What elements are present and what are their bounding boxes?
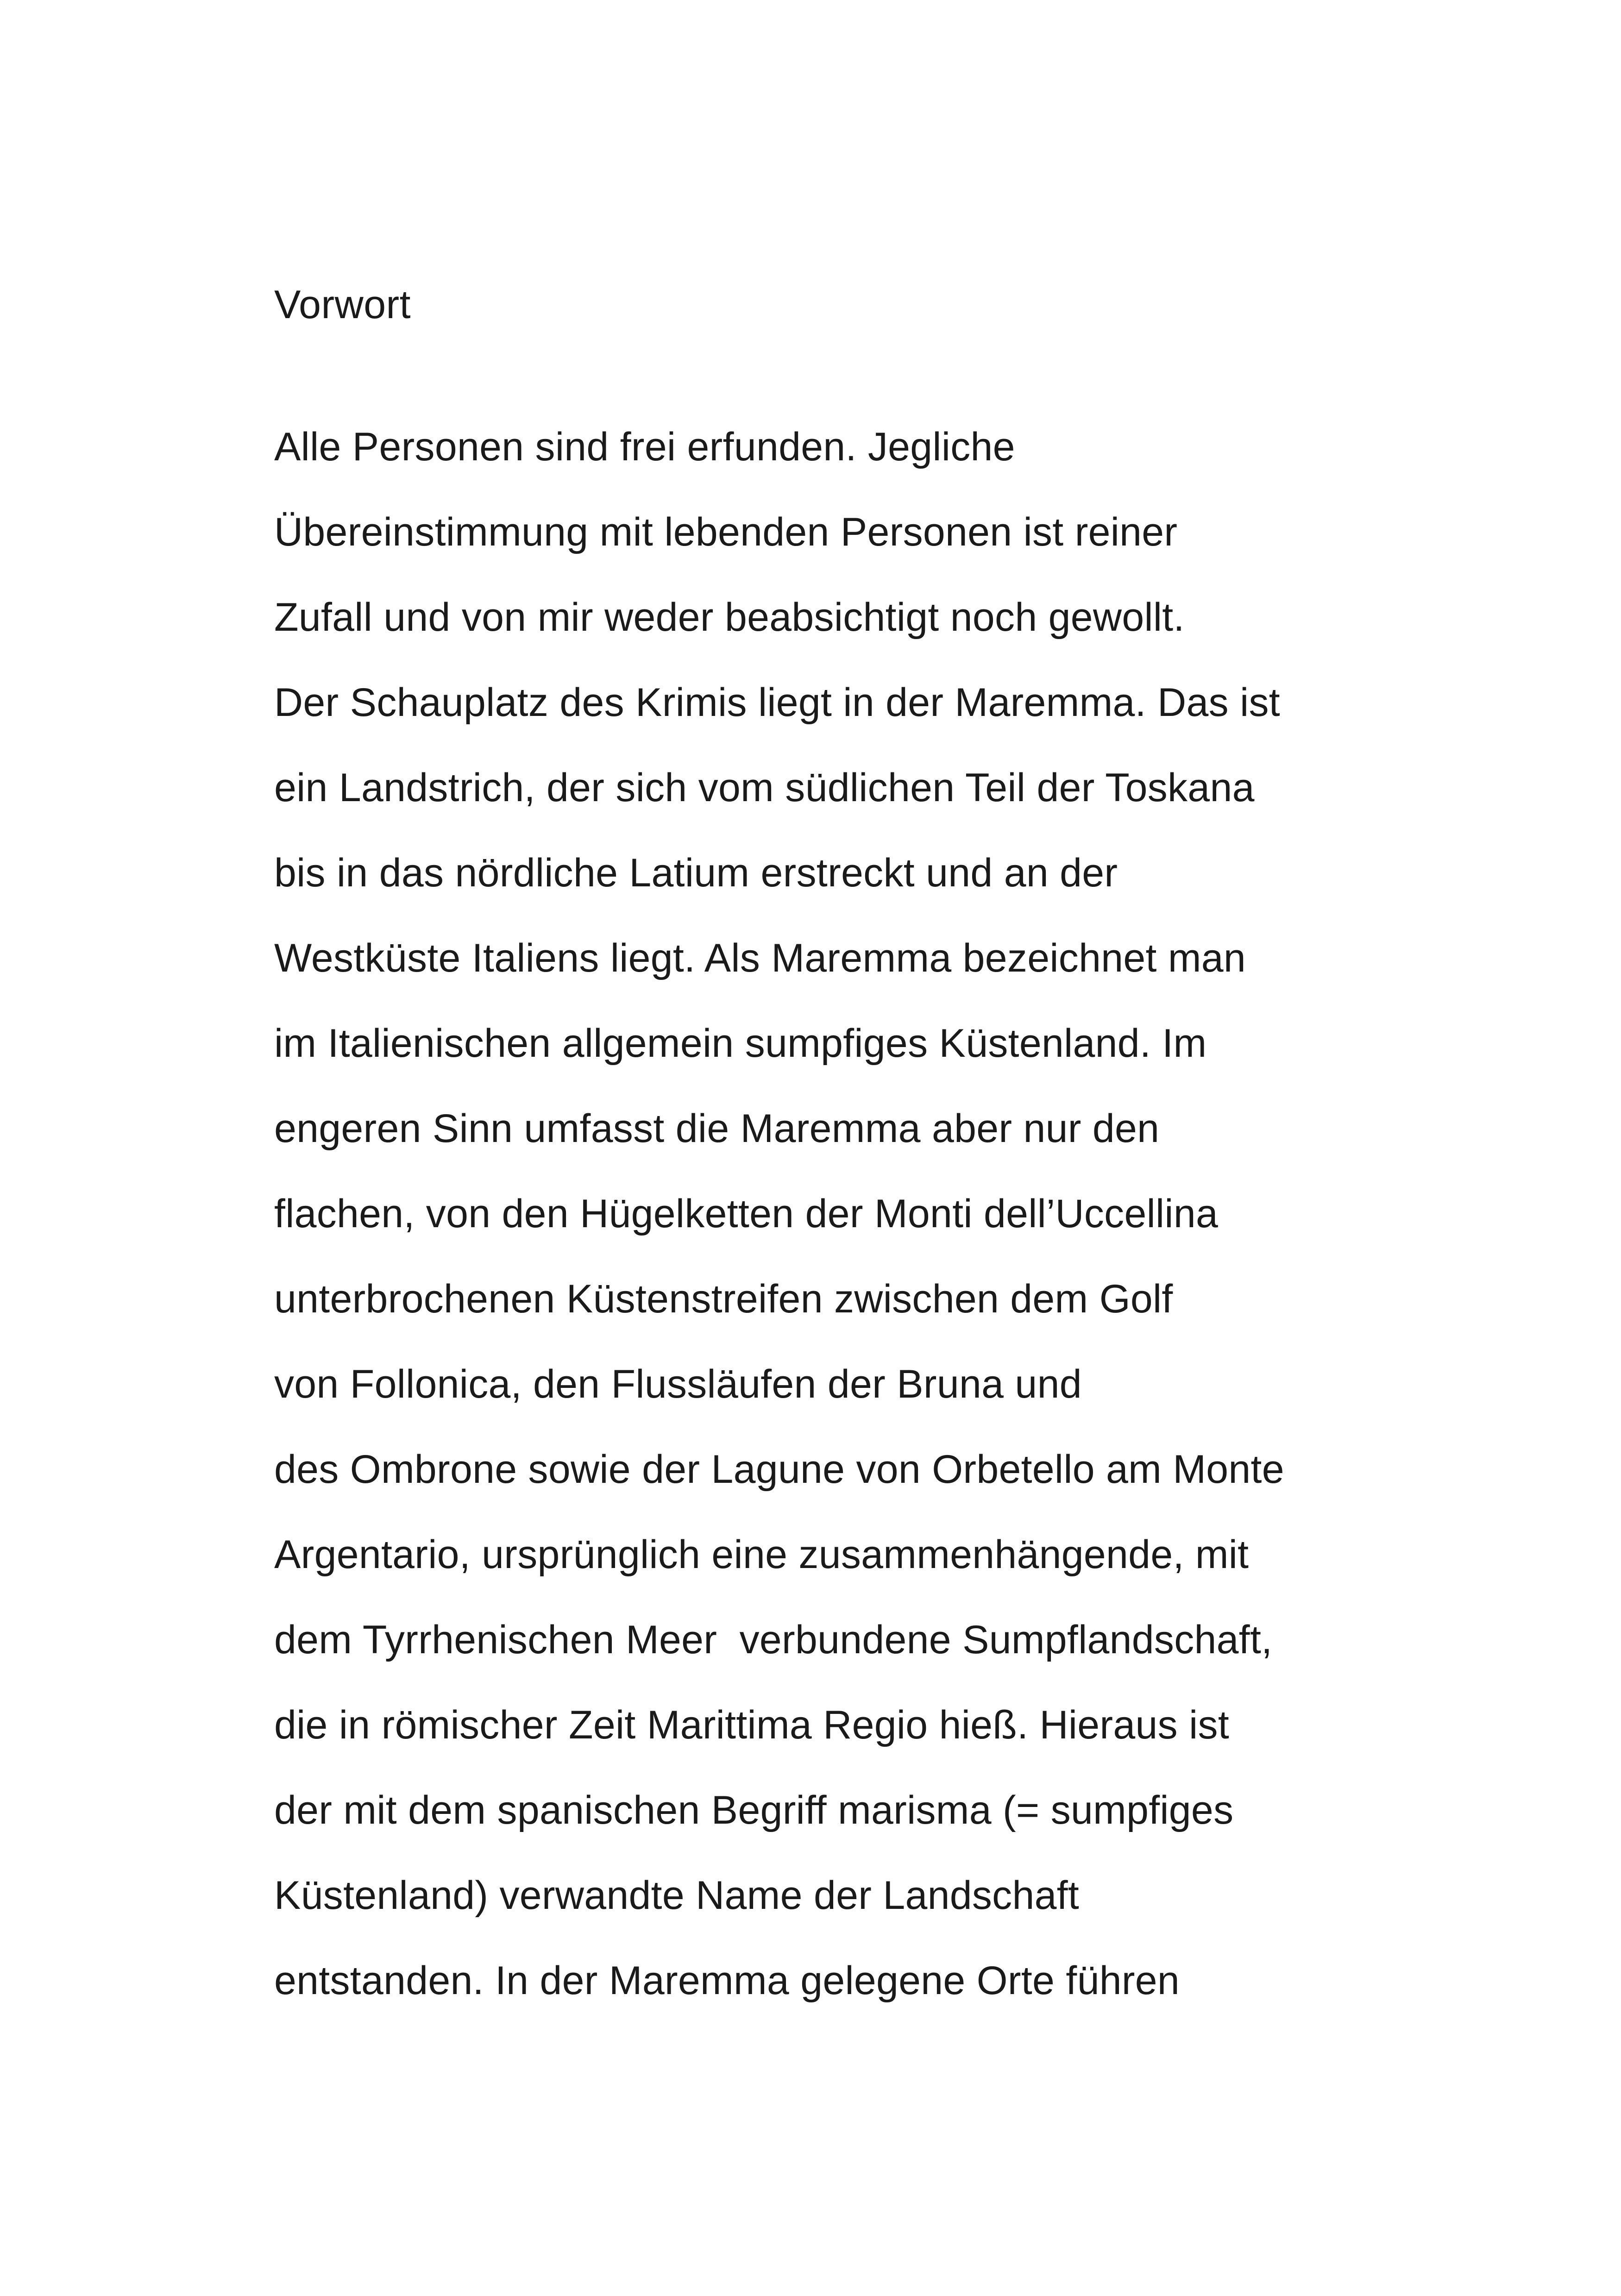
text-line: entstanden. In der Maremma gelegene Orte führen [274,1958,1180,2003]
text-line: Argentario, ursprünglich eine zusammenhängende, mit [274,1532,1249,1577]
text-line: bis in das nördliche Latium erstreckt und an der [274,851,1118,895]
text-line: dem Tyrrhenischen Meer verbundene Sumpflandschaft, [274,1618,1273,1662]
text-line: flachen, von den Hügelketten der Monti dell’Uccellina [274,1192,1219,1236]
text-line: im Italienischen allgemein sumpfiges Küstenland. Im [274,1021,1207,1066]
text-line: Westküste Italiens liegt. Als Maremma bezeichnet man [274,936,1246,980]
text-line: Der Schauplatz des Krimis liegt in der Maremma. Das ist [274,680,1281,725]
text-line: Übereinstimmung mit lebenden Personen ist reiner [274,510,1178,554]
body-text [274,417,1284,2036]
text-line: die in römischer Zeit Marittima Regio hieß. Hieraus ist [274,1703,1230,1747]
page-heading: Vorwort [274,282,411,327]
text-line: Alle Personen sind frei erfunden. Jegliche [274,425,1015,469]
text-line: ein Landstrich, der sich vom südlichen Teil der Toskana [274,765,1255,810]
text-line: unterbrochenen Küstenstreifen zwischen dem Golf [274,1277,1173,1321]
text-line: engeren Sinn umfasst die Maremma aber nur den [274,1106,1160,1151]
text-line: Zufall und von mir weder beabsichtigt noch gewollt. [274,595,1185,640]
text-line: Küstenland) verwandte Name der Landschaft [274,1873,1080,1918]
text-line: der mit dem spanischen Begriff marisma (= sumpfiges [274,1788,1234,1832]
text-line: von Follonica, den Flussläufen der Bruna und [274,1362,1082,1406]
text-line: des Ombrone sowie der Lagune von Orbetello am Monte [274,1447,1284,1492]
